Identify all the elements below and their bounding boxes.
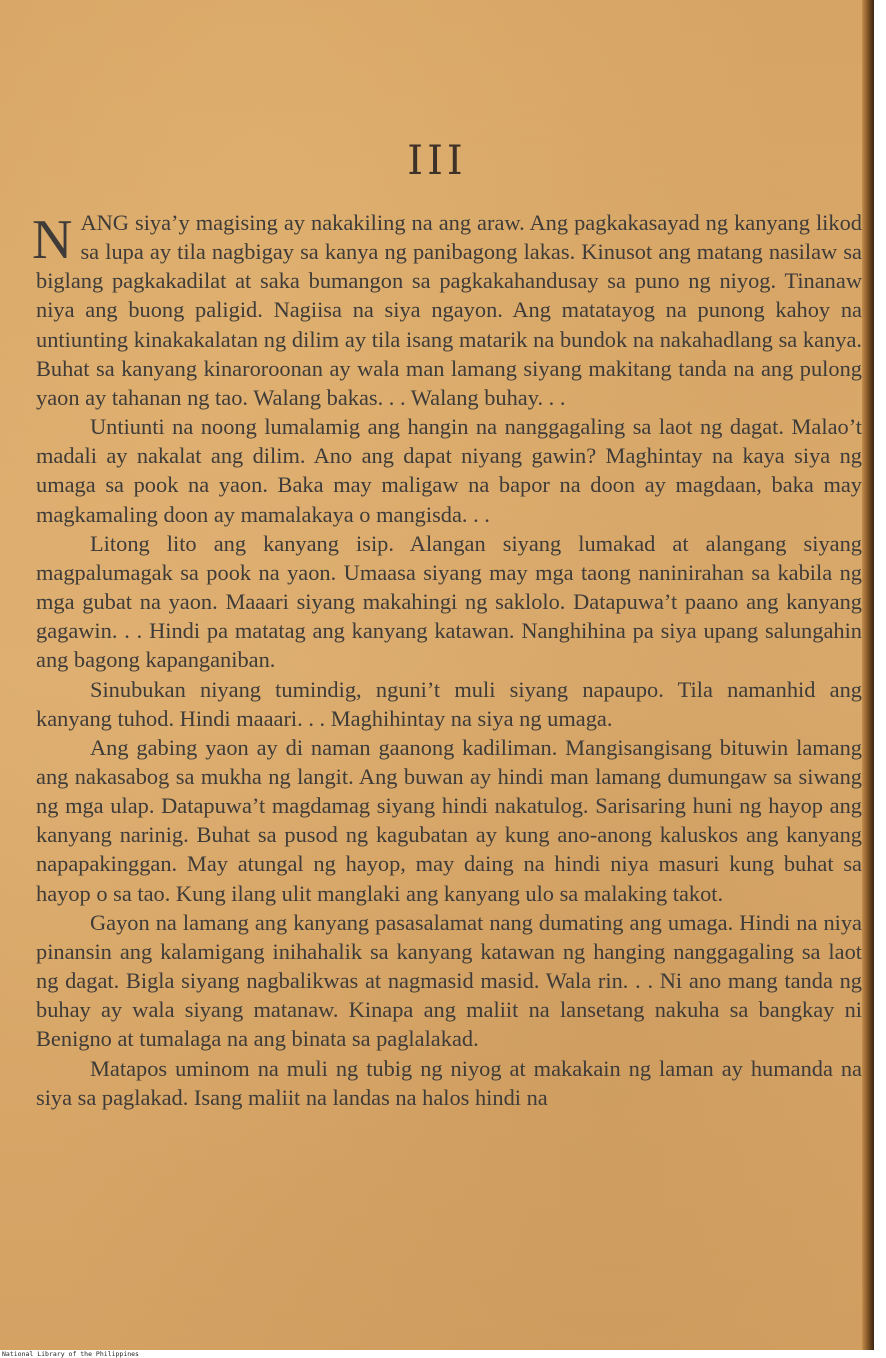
chapter-heading: III	[407, 138, 467, 184]
library-credit: National Library of the Philippines	[2, 1350, 139, 1358]
drop-cap: N	[32, 209, 73, 271]
paragraph-7: Matapos uminom na muli ng tubig ng niyog at makakain ng laman ay humanda na siya sa paglakad. Isang maliit na landas na halos hindi na	[36, 1055, 862, 1110]
chapter-body	[32, 208, 862, 1112]
paragraph-2: Untiunti na noong lumalamig ang hangin na nanggagaling sa laot ng dagat. Malao’t madali ay nakalat ang dilim. Ano ang dapat niyang gawin? Maghintay na kaya siya ng umaga sa pook na yaon. Baka may maligaw na bapor na doon ay magdaan, baka may magkamaling doon ay mamalakaya o mangisda. . .	[36, 414, 862, 527]
page-edge-shadow	[862, 0, 874, 1350]
paragraph-1-text: ANG siya’y magising ay nakakiling na ang araw. Ang pagkakasayad ng kanyang likod sa lupa ay tila nagbigay sa kanya ng panibagong lakas. Kinusot ang matang nasilaw sa biglang pagkakadilat at saka bumangon sa pagkakahandusay sa puno ng niyog. Tinanaw niya ang buong paligid. Nagiisa na siya ngayon. Ang matatayog na punong kahoy na untiunting kinakakalatan ng dilim ay tila isang matarik na bundok na nakahadlang sa kanya. Buhat sa kanyang kinaroroonan ay wala man lamang siyang makitang tanda na ang pulong yaon ay tahanan ng tao. Walang bakas. . . Walang buhay. . .	[36, 210, 862, 410]
paragraph-6: Gayon na lamang ang kanyang pasasalamat nang dumating ang umaga. Hindi na niya pinansin ang kalamigang inihahalik sa kanyang katawan ng hanging nanggagaling sa laot ng dagat. Bigla siyang nagbalikwas at nagmasid masid. Wala rin. . . Ni ano mang tanda ng buhay ay wala siyang matanaw. Kinapa ang maliit na lansetang nakuha sa bangkay ni Benigno at tumalaga na ang binata sa paglalakad.	[36, 909, 862, 1052]
paragraph-1	[32, 208, 862, 412]
paragraph-4: Sinubukan niyang tumindig, nguni’t muli siyang napaupo. Tila namanhid ang kanyang tuhod. Hindi maaari. . . Maghihintay na siya ng umaga.	[36, 676, 862, 731]
paragraph-3: Litong lito ang kanyang isip. Alangan siyang lumakad at alangang siyang magpalumagak sa pook na yaon. Umaasa siyang may mga taong naninirahan sa kabila ng mga gubat na yaon. Maaari siyang makahingi ng saklolo. Datapuwa’t paano ang kanyang gagawin. . . Hindi pa matatag ang kanyang katawan. Nanghihina pa siya upang salungahin ang bagong kapanganiban.	[36, 530, 862, 673]
paragraph-5: Ang gabing yaon ay di naman gaanong kadiliman. Mangisangisang bituwin lamang ang nakasabog sa mukha ng langit. Ang buwan ay hindi man lamang dumungaw sa siwang ng mga ulap. Datapuwa’t magdamag siyang hindi nakatulog. Sarisaring huni ng hayop ang kanyang narinig. Buhat sa pusod ng kagubatan ay kung ano-anong kaluskos ang kanyang napapakinggan. May atungal ng hayop, may daing na hindi niya masuri kung buhat sa hayop o sa tao. Kung ilang ulit manglaki ang kanyang ulo sa malaking takot.	[36, 734, 862, 906]
